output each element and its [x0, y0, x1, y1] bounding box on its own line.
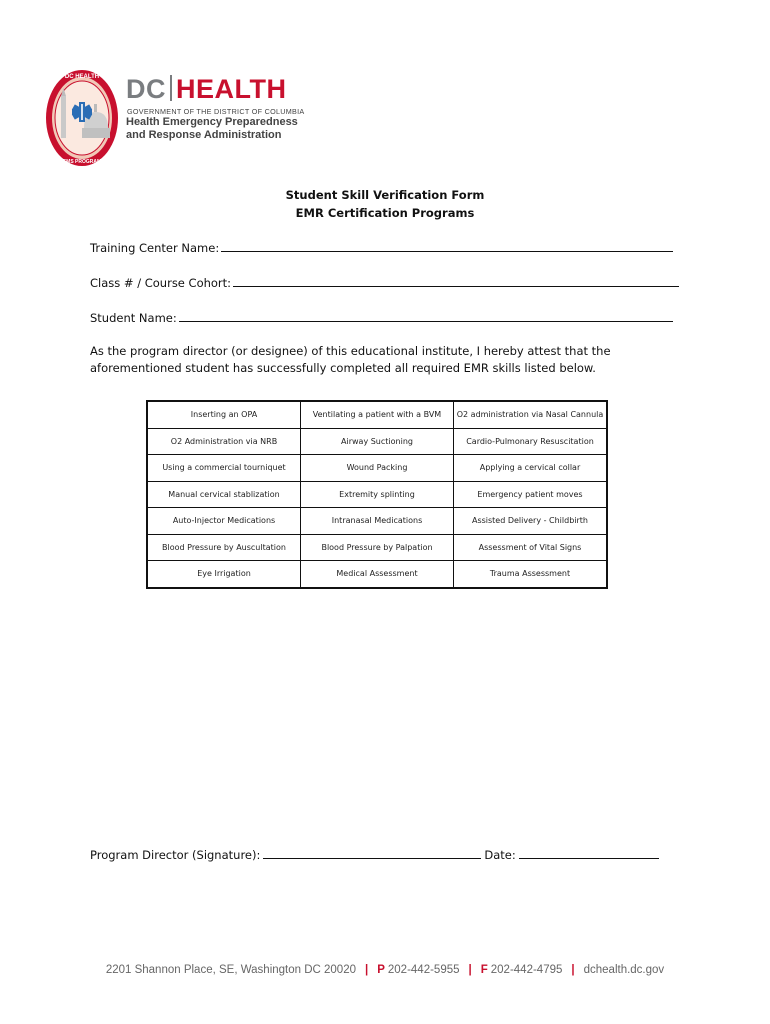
- class-cohort-label: Class # / Course Cohort:: [90, 276, 232, 290]
- skill-cell: Blood Pressure by Palpation: [301, 534, 454, 561]
- signature-row: [90, 848, 662, 862]
- agency-line-1: Health Emergency Preparedness: [126, 116, 298, 128]
- skill-cell: Intranasal Medications: [301, 508, 454, 535]
- dc-health-wordmark: [126, 74, 305, 141]
- student-name-label: Student Name:: [90, 311, 177, 325]
- training-center-field: [90, 241, 673, 255]
- phone-prefix: P: [377, 964, 385, 976]
- seal-bottom-text: EMS PROGRAM: [62, 159, 102, 165]
- table-row: [147, 401, 607, 428]
- skill-cell: Ventilating a patient with a BVM: [301, 401, 454, 428]
- footer-phone: 202-442-5955: [387, 964, 460, 976]
- skill-cell: Assisted Delivery - Childbirth: [454, 508, 608, 535]
- table-row: [147, 481, 607, 508]
- brand-dc: DC: [126, 74, 166, 104]
- class-cohort-field: [90, 276, 679, 290]
- dc-health-ems-seal-logo: [44, 68, 120, 168]
- skill-cell: Airway Suctioning: [301, 428, 454, 455]
- table-row: [147, 428, 607, 455]
- date-label: Date:: [484, 848, 516, 862]
- skill-cell: Emergency patient moves: [454, 481, 608, 508]
- form-title: Student Skill Verification Form: [285, 188, 485, 202]
- skill-cell: Trauma Assessment: [454, 561, 608, 588]
- skill-cell: Auto-Injector Medications: [147, 508, 301, 535]
- attestation-statement: As the program director (or designee) of this educational institute, I hereby attest that the aforementioned student has successfully completed all required EMR skills listed below.: [90, 344, 611, 375]
- footer-separator: |: [571, 964, 575, 976]
- training-center-label: Training Center Name:: [90, 241, 220, 255]
- footer-address: 2201 Shannon Place, SE, Washington DC 20020: [105, 964, 356, 976]
- table-row: [147, 561, 607, 588]
- footer-separator: |: [468, 964, 472, 976]
- date-blank[interactable]: [519, 848, 659, 859]
- skill-cell: Applying a cervical collar: [454, 455, 608, 482]
- skill-cell: Inserting an OPA: [147, 401, 301, 428]
- program-director-label: Program Director (Signature):: [90, 848, 261, 862]
- brand-divider: [170, 75, 172, 101]
- student-name-blank[interactable]: [179, 311, 673, 322]
- brand-health: HEALTH: [176, 74, 287, 104]
- agency-name: [126, 116, 298, 142]
- footer-website[interactable]: dchealth.dc.gov: [583, 964, 665, 976]
- skills-table: [146, 400, 608, 589]
- seal-top-text: DC HEALTH: [64, 74, 100, 80]
- training-center-blank[interactable]: [221, 241, 673, 252]
- government-line: GOVERNMENT OF THE DISTRICT OF COLUMBIA: [127, 107, 305, 116]
- footer-contact: [0, 964, 770, 976]
- skill-cell: Using a commercial tourniquet: [147, 455, 301, 482]
- student-name-field: [90, 311, 673, 325]
- form-subtitle: EMR Certification Programs: [295, 206, 475, 220]
- agency-line-2: and Response Administration: [126, 129, 282, 141]
- footer-fax: 202-442-4795: [490, 964, 563, 976]
- table-row: [147, 455, 607, 482]
- table-row: [147, 534, 607, 561]
- skill-cell: Medical Assessment: [301, 561, 454, 588]
- skill-cell: O2 administration via Nasal Cannula: [454, 401, 608, 428]
- table-row: [147, 508, 607, 535]
- skill-cell: Cardio-Pulmonary Resuscitation: [454, 428, 608, 455]
- class-cohort-blank[interactable]: [233, 276, 679, 287]
- skill-cell: Blood Pressure by Auscultation: [147, 534, 301, 561]
- fax-prefix: F: [480, 964, 488, 976]
- skill-cell: Manual cervical stablization: [147, 481, 301, 508]
- skill-cell: O2 Administration via NRB: [147, 428, 301, 455]
- skill-cell: Extremity splinting: [301, 481, 454, 508]
- program-director-signature-blank[interactable]: [263, 848, 481, 859]
- skill-cell: Assessment of Vital Signs: [454, 534, 608, 561]
- skill-cell: Wound Packing: [301, 455, 454, 482]
- skill-cell: Eye Irrigation: [147, 561, 301, 588]
- footer-separator: |: [365, 964, 369, 976]
